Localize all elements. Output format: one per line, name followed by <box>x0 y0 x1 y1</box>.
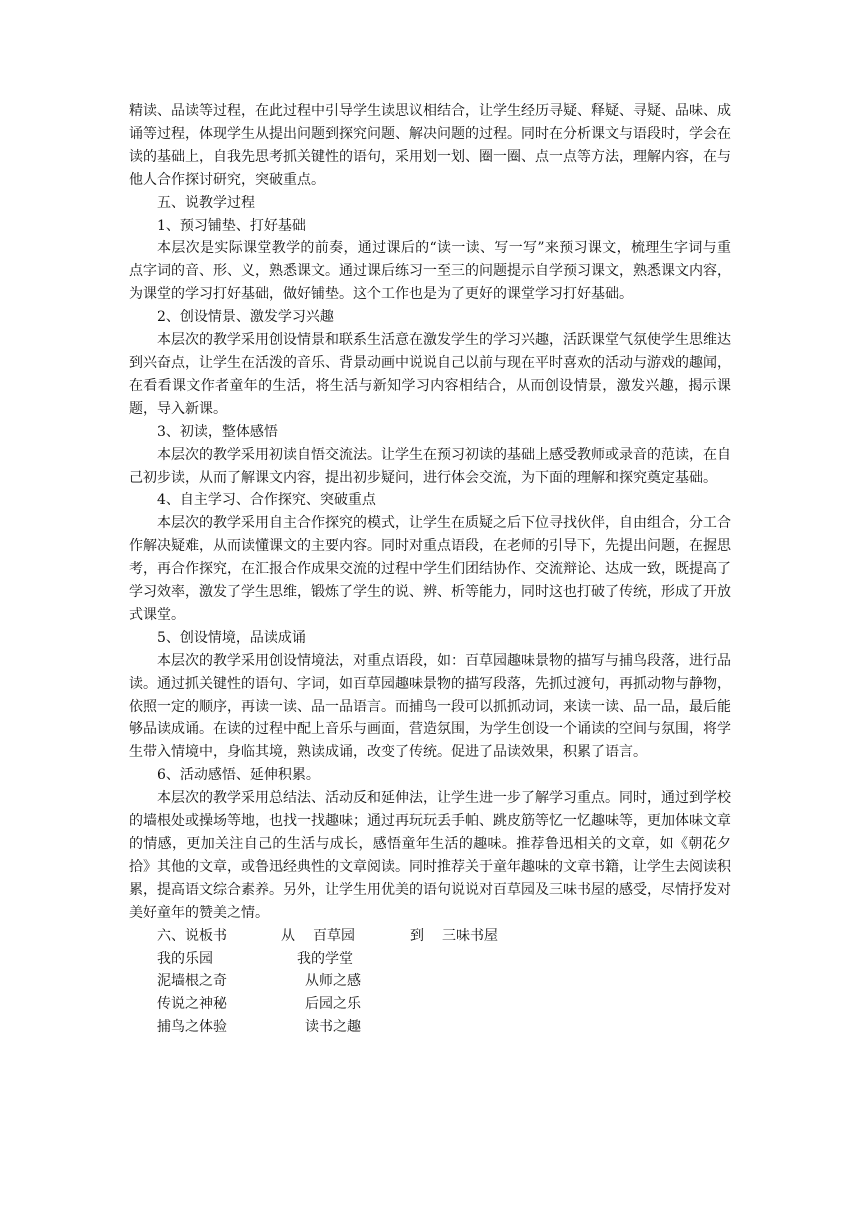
board-to: 到 <box>410 927 424 944</box>
board-place-2: 三味书屋 <box>442 927 498 944</box>
board-right-cell: 读书之趣 <box>305 1019 361 1036</box>
board-title: 六、说板书 <box>157 927 227 944</box>
paragraph-first-reading: 本层次的教学采用初读自悟交流法。让学生在预习初读的基础上感受教师或录音的范读，在自己初步读，从而了解课文内容，提出初步疑问，进行体会交流，为下面的理解和探究奠定基础。 <box>129 446 731 486</box>
subheading-preview: 1、预习铺垫、打好基础 <box>157 217 306 234</box>
paragraph-self-study: 本层次的教学采用自主合作探究的模式，让学生在质疑之后下位寻找伙伴，自由组合，分工合作解决疑难，从而读懂课文的主要内容。同时对重点语段，在老师的引导下，先提出问题，在握思考，再合作探究，在汇报合作成果交流的过程中学生们团结协作、交流辩论、达成一致，既提高了学习效率，激发了学生思维，锻炼了学生的说、辨、析等能力，同时这也打破了传统，形成了开放式课堂。 <box>129 515 731 623</box>
board-from: 从 <box>281 927 295 944</box>
board-row <box>129 948 731 971</box>
paragraph-savor-reading: 本层次的教学采用创设情境法，对重点语段，如：百草园趣味景物的描写与捕鸟段落，进行品读。通过抓关键性的语句、字词，如百草园趣味景物的描写段落，先抓过渡句，再抓动物与静物，依照一定的顺序，再读一读、品一品语言。而捕鸟一段可以抓抓动词，来读一读、品一品，最后能够品读成诵。在读的过程中配上音乐与画面，营造氛围，为学生创设一个诵读的空间与氛围，将学生带入情境中，身临其境，熟读成诵，改变了传统。促进了品读效果，积累了语言。 <box>129 652 731 761</box>
paragraph-preview: 本层次是实际课堂教学的前奏，通过课后的“读一读、写一写”来预习课文，梳理生字词与重点字词的音、形、义，熟悉课文。通过课后练习一至三的问题提示自学预习课文，熟悉课文内容，为课堂的学习打好基础，做好铺垫。这个工作也是为了更好的课堂学习打好基础。 <box>129 240 731 303</box>
board-row <box>129 1016 731 1039</box>
subheading-self-study: 4、自主学习、合作探究、突破重点 <box>157 492 376 509</box>
board-left-cell: 捕鸟之体验 <box>157 1019 227 1036</box>
subheading-savor-reading: 5、创设情境，品读成诵 <box>157 629 306 646</box>
board-left-cell: 泥墙根之奇 <box>157 973 227 990</box>
board-row <box>129 970 731 993</box>
board-place-1: 百草园 <box>313 927 355 944</box>
paragraph-create-scene: 本层次的教学采用创设情景和联系生活意在激发学生的学习兴趣，活跃课堂气氛使学生思维达到兴奋点，让学生在活泼的音乐、背景动画中说说自己以前与现在平时喜欢的活动与游戏的趣闻，在看看课文作者童年的生活，将生活与新知学习内容相结合，从而创设情景，激发兴趣，揭示课题，导入新课。 <box>129 332 731 417</box>
board-right-cell: 从师之感 <box>305 973 361 990</box>
board-right-cell: 我的学堂 <box>297 950 353 967</box>
board-left-cell: 我的乐园 <box>157 950 213 967</box>
board-row <box>129 993 731 1016</box>
board-title-row <box>129 925 731 948</box>
paragraph-method-intro: 精读、品读等过程，在此过程中引导学生读思议相结合，让学生经历寻疑、释疑、寻疑、品味、成诵等过程，体现学生从提出问题到探究问题、解决问题的过程。同时在分析课文与语段时，学会在读的基础上，自我先思考抓关键性的语句，采用划一划、圈一圈、点一点等方法，理解内容，在与他人合作探讨研究，突破重点。 <box>129 103 731 188</box>
subheading-create-scene: 2、创设情景、激发学习兴趣 <box>157 309 334 326</box>
section-heading-teaching-process: 五、说教学过程 <box>157 194 255 211</box>
paragraph-activity: 本层次的教学采用总结法、活动反和延伸法，让学生进一步了解学习重点。同时，通过到学校的墙根处或操场等地，也找一找趣味；通过再玩玩丢手帕、跳皮筋等忆一忆趣味等，更加体味文章的情感，更加关注自己的生活与成长，感悟童年生活的趣味。推荐鲁迅相关的文章，如《朝花夕拾》其他的文章，或鲁迅经典性的文章阅读。同时推荐关于童年趣味的文章书籍，让学生去阅读积累，提高语文综合素养。另外，让学生用优美的语句说说对百草园及三味书屋的感受，尽情抒发对美好童年的赞美之情。 <box>129 790 731 921</box>
subheading-first-reading: 3、初读，整体感悟 <box>157 423 278 440</box>
board-left-cell: 传说之神秘 <box>157 996 227 1013</box>
document-page <box>129 100 731 1039</box>
subheading-activity: 6、活动感悟、延伸积累。 <box>157 767 320 784</box>
board-right-cell: 后园之乐 <box>305 996 361 1013</box>
